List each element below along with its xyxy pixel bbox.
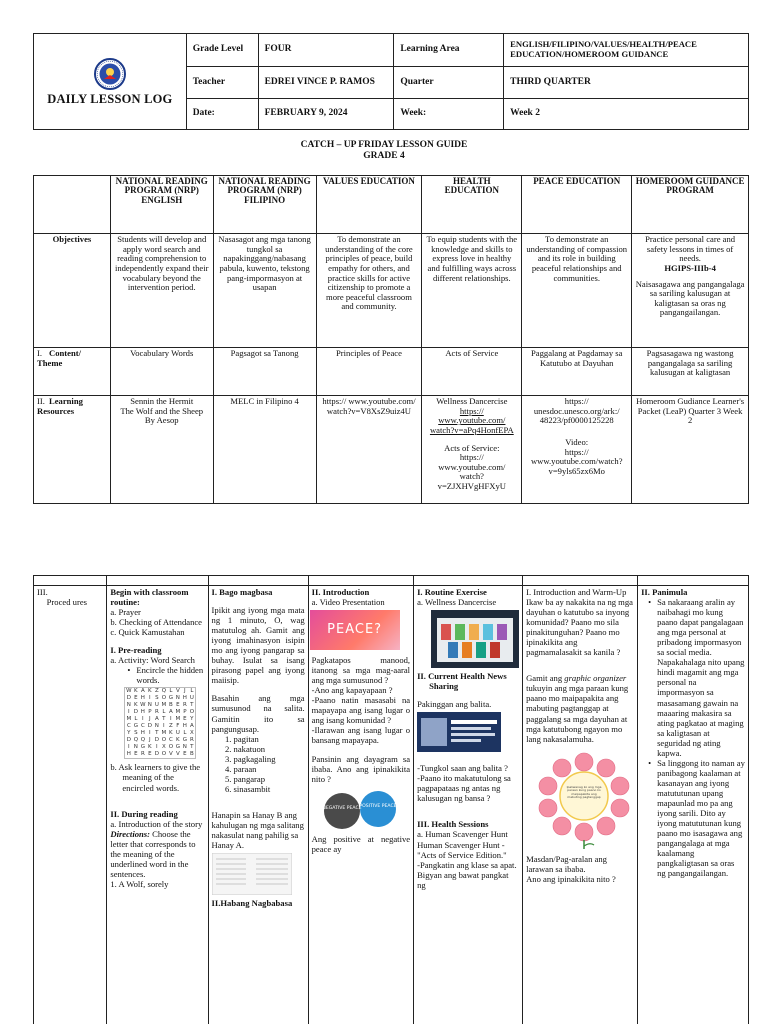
grid-letter: B [168, 702, 173, 709]
dancercise-video-thumbnail[interactable] [431, 610, 519, 668]
grid-letter: P [148, 709, 152, 716]
grid-letter: K [169, 730, 173, 737]
directions-label: Directions: [110, 828, 150, 839]
graphic-organizer-image [534, 750, 634, 850]
objectives-label: Objectives [34, 234, 111, 348]
grid-letter: N [147, 702, 152, 709]
objectives-row [34, 234, 749, 348]
grid-letter: V [175, 751, 180, 758]
resources-label-text: Learning Resources [37, 396, 83, 416]
resource-acts-label: Acts of Service: [444, 442, 500, 453]
grid-letter: I [163, 723, 165, 730]
homeroom-bullet-1: • Sa nakaraang aralin ay naibahagi mo kung paano dapat pangalagaan ang mga personal at pribadong impormasyon sa social media. Napakahalaga nito upang hindi magamit ang mga personal na impormasyon sa masasamang gawain na maaaring makasira sa ating pagkatao at maging sa kaligtasan at seguridad ng ating kapwa. [657, 597, 745, 758]
health-news-heading: II. Current Health News Sharing [417, 671, 507, 692]
procedures-label-text: Proced ures [46, 597, 87, 608]
content-health: Acts of Service [422, 348, 522, 396]
procedures-peace [523, 586, 638, 1024]
title-cell [34, 34, 187, 130]
grid-letter: Z [154, 688, 159, 695]
grid-letter: N [175, 695, 180, 702]
grid-letter: C [140, 723, 145, 730]
grid-letter: H [182, 695, 187, 702]
resource-peace-link[interactable]: https:// unesdoc.unesco.org/ark:/ 48223/pf0000125228 [533, 396, 620, 426]
values-paragraph-2: Pansinin ang dayagram sa ibaba. Ano ang ipinakikita nito ? [311, 753, 411, 784]
grid-letter: E [183, 716, 187, 723]
learning-area-label: Learning Area [394, 34, 504, 67]
grade-level-label: Grade Level [186, 34, 258, 67]
grid-letter: R [182, 702, 187, 709]
matching-worksheet-image [212, 853, 292, 895]
scavenger-hunt-step: a. Human Scavenger Hunt [417, 829, 508, 840]
grid-letter: A [189, 723, 194, 730]
grid-letter: C [126, 723, 131, 730]
grid-letter: Q [140, 737, 146, 744]
content-values: Principles of Peace [316, 348, 422, 396]
video-presentation: a. Video Presentation [311, 597, 385, 608]
word-search-grid [124, 687, 196, 759]
wellness-dancercise: a. Wellness Dancercise [417, 597, 497, 608]
grid-letter: U [189, 695, 194, 702]
grid-letter: A [154, 716, 159, 723]
date-label: Date: [186, 99, 258, 130]
header-table [33, 33, 749, 130]
grid-letter: N [154, 723, 159, 730]
learning-area-value: ENGLISH/FILIPINO/VALUES/HEALTH/PEACE EDUCATION/HOMEROOM GUIDANCE [504, 34, 749, 67]
vocab-word: 3. pagkagaling [234, 754, 305, 764]
values-question-2: -Paano natin masasabi na mapayapa ang isang lugar o ang isang komunidad ? [311, 695, 411, 726]
objective-values: To demonstrate an understanding of the core principles of peace, build empathy for others, and practice skills for active citizenship to promote a more peaceful classroom and community. [316, 234, 422, 348]
grid-letter: G [168, 695, 173, 702]
grid-letter: J [184, 688, 186, 695]
grid-letter: H [140, 730, 145, 737]
grid-letter: T [190, 744, 194, 751]
habang-nagbabasa-heading: II.Habang Nagbabasa [211, 898, 293, 909]
grid-letter: U [175, 730, 180, 737]
grid-letter: E [134, 695, 138, 702]
resources-label: II. Learning Resources [34, 396, 111, 504]
directions-body: Choose the letter that corresponds to the meaning of the underlined word in the sentences. [110, 828, 196, 879]
grid-letter: X [189, 730, 194, 737]
grid-letter: L [162, 709, 166, 716]
grid-letter: M [175, 716, 181, 723]
grid-letter: A [140, 688, 145, 695]
grid-letter: T [155, 730, 159, 737]
grid-letter: E [134, 751, 138, 758]
resources-filipino: MELC in Filipino 4 [213, 396, 316, 504]
resources-row [34, 396, 749, 504]
vocab-word: 2. nakatuon [234, 744, 305, 754]
grid-letter: Y [190, 716, 194, 723]
during-reading-heading: II. During reading [110, 808, 178, 819]
grid-letter: P [183, 709, 187, 716]
grid-letter: I [149, 730, 151, 737]
peace-paragraph-2: Gamit ang graphic organizer tukuyin ang mga paraan kung paano mo maipapakita ang mabuting pagtanggap at paggalang sa mga dayuhan at mga katutubong ngayon mo lang nakasalamuha. [526, 673, 629, 744]
health-paragraph-2: Human Scavenger Hunt - "Acts of Service Edition." [417, 839, 507, 860]
procedures-filipino [208, 586, 308, 1024]
procedures-table [33, 575, 749, 1024]
grid-letter: A [168, 709, 173, 716]
procedures-health [414, 586, 523, 1024]
col-header-english: NATIONAL READING PROGRAM (NRP) ENGLISH [110, 176, 213, 234]
values-question-1: -Ano ang kapayapaan ? [311, 685, 393, 696]
grid-letter: Q [133, 737, 139, 744]
resource-peace-video-link[interactable]: https:// www.youtube.com/watch? v=9yls65zx6Mo [530, 446, 623, 476]
grid-letter: G [175, 744, 180, 751]
week-value: Week 2 [504, 99, 749, 130]
during-reading-step-a: a. Introduction of the story [110, 818, 203, 829]
routine-kamustahan: c. Quick Kamustahan [110, 627, 185, 638]
grid-letter: E [176, 702, 180, 709]
pre-reading-heading: I. Pre-reading [110, 645, 162, 656]
grid-letter: V [168, 751, 173, 758]
routine-prayer: a. Prayer [110, 607, 141, 618]
grid-letter: N [133, 744, 138, 751]
content-row [34, 348, 749, 396]
content-filipino: Pagsagot sa Tanong [213, 348, 316, 396]
grid-letter: O [161, 737, 167, 744]
lesson-table [33, 175, 749, 504]
graphic-organizer-term: graphic organizer [564, 673, 627, 684]
content-homeroom: Pagsasagawa ng wastong pangangalaga sa sariling kalusugan at kaligtasan [632, 348, 749, 396]
health-question-2: -Paano ito makatutulong sa pagpapataas ng antas ng kalusugan ng bansa ? [417, 773, 511, 804]
grid-letter: G [182, 737, 187, 744]
procedures-label: III.Proced ures [34, 586, 107, 1024]
grid-letter: E [183, 751, 187, 758]
resource-acts-link[interactable]: https:// www.youtube.com/ watch? v=ZJXHVgHFXyU [437, 452, 506, 491]
grid-letter: X [161, 744, 166, 751]
grid-letter: Q [161, 688, 167, 695]
routine-intro: Begin with classroom routine: [110, 587, 189, 608]
resource-story-2: The Wolf and the Sheep [120, 405, 204, 416]
grid-letter: N [182, 744, 187, 751]
grid-letter: I [156, 744, 158, 751]
quarter-value: THIRD QUARTER [504, 67, 749, 99]
resource-author: By Aesop [144, 415, 179, 426]
peace-paragraph-1: Ikaw ba ay nakakita na ng mga dayuhan o katutubo sa inyong komunidad? Paano mo sila pinakitunguhan? Paano mo ipinakikita ang pagmamalasakit sa kanila ? [526, 597, 633, 658]
pre-reading-activity: a. Activity: Word Search [110, 655, 195, 666]
organizer-center-text: Ipaliwanag ko ang mga paraan kung paano ko maipapakita ang mabuting pagtanggap [566, 785, 602, 799]
grid-letter: M [126, 716, 132, 723]
quarter-label: Quarter [394, 67, 504, 99]
resources-homeroom: Homeroom Gudiance Learner's Packet (LeaP) Quarter 3 Week 2 [632, 396, 749, 504]
panimula-heading: II. Panimula [641, 587, 688, 597]
grid-letter: O [189, 709, 195, 716]
grid-letter: S [134, 730, 138, 737]
bago-magbasa-heading: I. Bago magbasa [211, 587, 273, 597]
grid-letter: H [140, 709, 145, 716]
deped-seal-icon [94, 58, 126, 90]
objective-homeroom-extra: Naisasagawa ang pangangalaga sa sariling kalusugan at kaligtasan sa oras ng pangangailangan. [635, 278, 745, 318]
col-header-health: HEALTH EDUCATION [422, 176, 522, 234]
pre-reading-step-b: b. Ask learners to give the meaning of the encircled words. [110, 762, 201, 793]
grid-letter: H [126, 751, 131, 758]
grid-letter: F [176, 723, 180, 730]
health-news-image [417, 712, 501, 752]
column-header-row [34, 176, 749, 234]
grid-letter: H [182, 723, 187, 730]
values-paragraph-3: Ang positive at negative peace ay [311, 833, 411, 854]
grid-letter: D [154, 737, 159, 744]
grid-letter: L [169, 688, 173, 695]
peace-paragraph-3: Masdan/Pag-aralan ang larawan sa ibaba. [526, 853, 607, 874]
grid-letter: I [128, 744, 130, 751]
question-1: 1. A Wolf, sorely [110, 878, 169, 889]
grid-letter: N [126, 702, 131, 709]
peace-paragraph-4: Ano ang ipinakikita nito ? [526, 873, 616, 884]
vocab-word: 1. pagitan [234, 734, 305, 744]
objective-homeroom-code: HGIPS-IIIb-4 [664, 262, 716, 273]
grid-letter: W [140, 702, 146, 709]
health-news-instruction: Pakinggan ang balita. [417, 699, 492, 710]
grid-letter: V [175, 688, 180, 695]
teacher-value: EDREI VINCE P. RAMOS [258, 67, 394, 99]
date-value: FEBRUARY 9, 2024 [258, 99, 394, 130]
grid-letter: J [149, 737, 151, 744]
negative-peace-label: NEGATIVE PEACE [322, 805, 362, 811]
resource-health-title: Wellness Dancercise [436, 396, 508, 406]
grid-letter: R [189, 737, 194, 744]
grid-letter: C [168, 737, 173, 744]
grade-level-value: FOUR [258, 34, 394, 67]
peace-diagram-image [312, 787, 408, 831]
values-paragraph-1: Pagkatapos manood, itanong sa mga mag-aaral ang mga sumusunod ? [311, 655, 411, 686]
grid-letter: W [126, 688, 132, 695]
grid-letter: D [147, 723, 152, 730]
filipino-paragraph-3: Hanapin sa Hanay B ang kahulugan ng mga salitang nakasulat nang pahilig sa Hanay A. [211, 809, 304, 851]
grid-letter: Y [127, 730, 131, 737]
directions-text [110, 829, 204, 879]
grid-letter: H [140, 695, 145, 702]
grid-letter: M [175, 709, 181, 716]
grid-letter: T [190, 702, 194, 709]
procedures-row [34, 586, 749, 1024]
positive-peace-label: POSITIVE PEACE [359, 803, 397, 809]
grid-letter: O [161, 695, 167, 702]
grid-letter: L [183, 730, 187, 737]
procedures-english [107, 586, 208, 1024]
resources-english [110, 396, 213, 504]
content-label: I. Content/ Theme [34, 348, 111, 396]
grid-letter: K [176, 737, 180, 744]
grid-letter: I [170, 716, 172, 723]
grid-letter: E [148, 751, 152, 758]
grid-letter: D [126, 695, 131, 702]
resources-values-link[interactable]: https:// www.youtube.com/ watch?v=V8XsZ9uiz4U [316, 396, 422, 504]
objective-homeroom-text: Practice personal care and safety lessons in times of needs. [645, 234, 736, 264]
week-label: Week: [394, 99, 504, 130]
pre-reading-bullet: • Encircle the hidden words. [136, 665, 204, 685]
grid-letter: K [148, 688, 152, 695]
filipino-paragraph-2: Basahin ang mga sumusunod na salita. Gamitin ito sa pangungusap. [211, 693, 305, 734]
objective-health: To equip students with the knowledge and skills to express love in healthy and fulfilling ways across different relationships. [422, 234, 522, 348]
content-label-text: Content/ Theme [37, 348, 81, 368]
guide-title [0, 140, 768, 162]
vocab-word: 6. sinasambit [234, 784, 305, 794]
health-paragraph-3: -Pangkatin ang klase sa apat. Bigyan ang bawat pangkat ng [417, 859, 517, 890]
grid-letter: S [155, 695, 159, 702]
objective-peace: To demonstrate an understanding of compassion and its role in building peaceful relationships and communities. [522, 234, 632, 348]
grid-letter: D [154, 751, 159, 758]
peace-intro-heading: I. Introduction and Warm-Up [526, 587, 627, 597]
grid-letter: L [134, 716, 138, 723]
filipino-paragraph-1: Ipikit ang iyong mga mata ng 1 minuto, O, wag matutulog ah. Gamit ang iyong imahinasyon isipin mo ang iyong pangarap sa buhay. Isulat sa isang pirasong papel ang iyong maiisip. [211, 605, 305, 686]
objective-homeroom [632, 234, 749, 348]
grid-letter: G [140, 744, 145, 751]
vocab-word: 4. paraan [234, 764, 305, 774]
col-header-filipino: NATIONAL READING PROGRAM (NRP) FILIPINO [213, 176, 316, 234]
teacher-label: Teacher [186, 67, 258, 99]
guide-title-line2: GRADE 4 [363, 150, 405, 161]
resource-peace-video-label: Video: [565, 436, 589, 447]
procedures-values [308, 586, 413, 1024]
grid-letter: K [134, 702, 138, 709]
col-header-homeroom: HOMEROOM GUIDANCE PROGRAM [632, 176, 749, 234]
grid-letter: K [134, 688, 138, 695]
objective-filipino: Nasasagot ang mga tanong tungkol sa napakinggang/nabasang pabula, kuwento, tekstong pang-impormasyon at usapan [213, 234, 316, 348]
guide-title-line1: CATCH – UP FRIDAY LESSON GUIDE [300, 140, 468, 150]
grid-letter: B [189, 751, 194, 758]
grid-letter: T [162, 716, 166, 723]
health-sessions-heading: III. Health Sessions [417, 819, 489, 830]
grid-letter: I [149, 695, 151, 702]
vocab-word: 5. pangarap [234, 774, 305, 784]
health-question-1: -Tungkol saan ang balita ? [417, 763, 508, 774]
introduction-heading: II. Introduction [311, 587, 370, 597]
resources-health [422, 396, 522, 504]
grid-letter: R [140, 751, 145, 758]
peace-video-thumbnail[interactable]: PEACE? [310, 610, 400, 650]
grid-letter: K [148, 744, 152, 751]
resource-story-1: Sennin the Hermit [130, 396, 194, 406]
resource-health-link[interactable]: https:// www.youtube.com/ watch?v=aPq4HonfEPA [429, 405, 514, 435]
grid-letter: O [168, 744, 174, 751]
routine-attendance: b. Checking of Attendance [110, 617, 202, 628]
grid-letter: Z [168, 723, 173, 730]
col-header-values: VALUES EDUCATION [316, 176, 422, 234]
col-header-peace: PEACE EDUCATION [522, 176, 632, 234]
procedures-homeroom [638, 586, 749, 1024]
vocabulary-list [234, 734, 305, 794]
grid-letter: M [161, 730, 167, 737]
grid-letter: G [133, 723, 138, 730]
grid-letter: M [161, 702, 167, 709]
corner-cell [34, 176, 111, 234]
grid-letter: R [154, 709, 159, 716]
grid-letter: D [126, 737, 131, 744]
grid-letter: O [161, 751, 167, 758]
homeroom-bullet-2: • Sa linggong ito naman ay panibagong kaalaman at kasanayan ang iyong matututunan upang mapaunlad mo pa ang iyong sarili. Dito ay iyong matututunan kung paano mo isasagawa ang pangangalaga at mga kaalamang pangkaligtasan sa oras ng pangangailangan. [657, 758, 745, 879]
resources-peace [522, 396, 632, 504]
grid-letter: L [190, 688, 194, 695]
grid-letter: I [128, 709, 130, 716]
content-english: Vocabulary Words [110, 348, 213, 396]
values-question-3: -Ilarawan ang isang lugar o bansang mapayapa. [311, 725, 411, 746]
page-title: DAILY LESSON LOG [47, 91, 173, 106]
grid-letter: I [142, 716, 144, 723]
grid-letter: J [149, 716, 151, 723]
procedures-spacer-row [34, 576, 749, 586]
objective-english: Students will develop and apply word search and reading comprehension to independently expand their vocabulary beyond the intervention period. [110, 234, 213, 348]
grid-letter: U [154, 702, 159, 709]
content-peace: Paggalang at Pagdamay sa Katutubo at Dayuhan [522, 348, 632, 396]
routine-exercise-heading: I. Routine Exercise [417, 587, 487, 597]
grid-letter: D [133, 709, 138, 716]
